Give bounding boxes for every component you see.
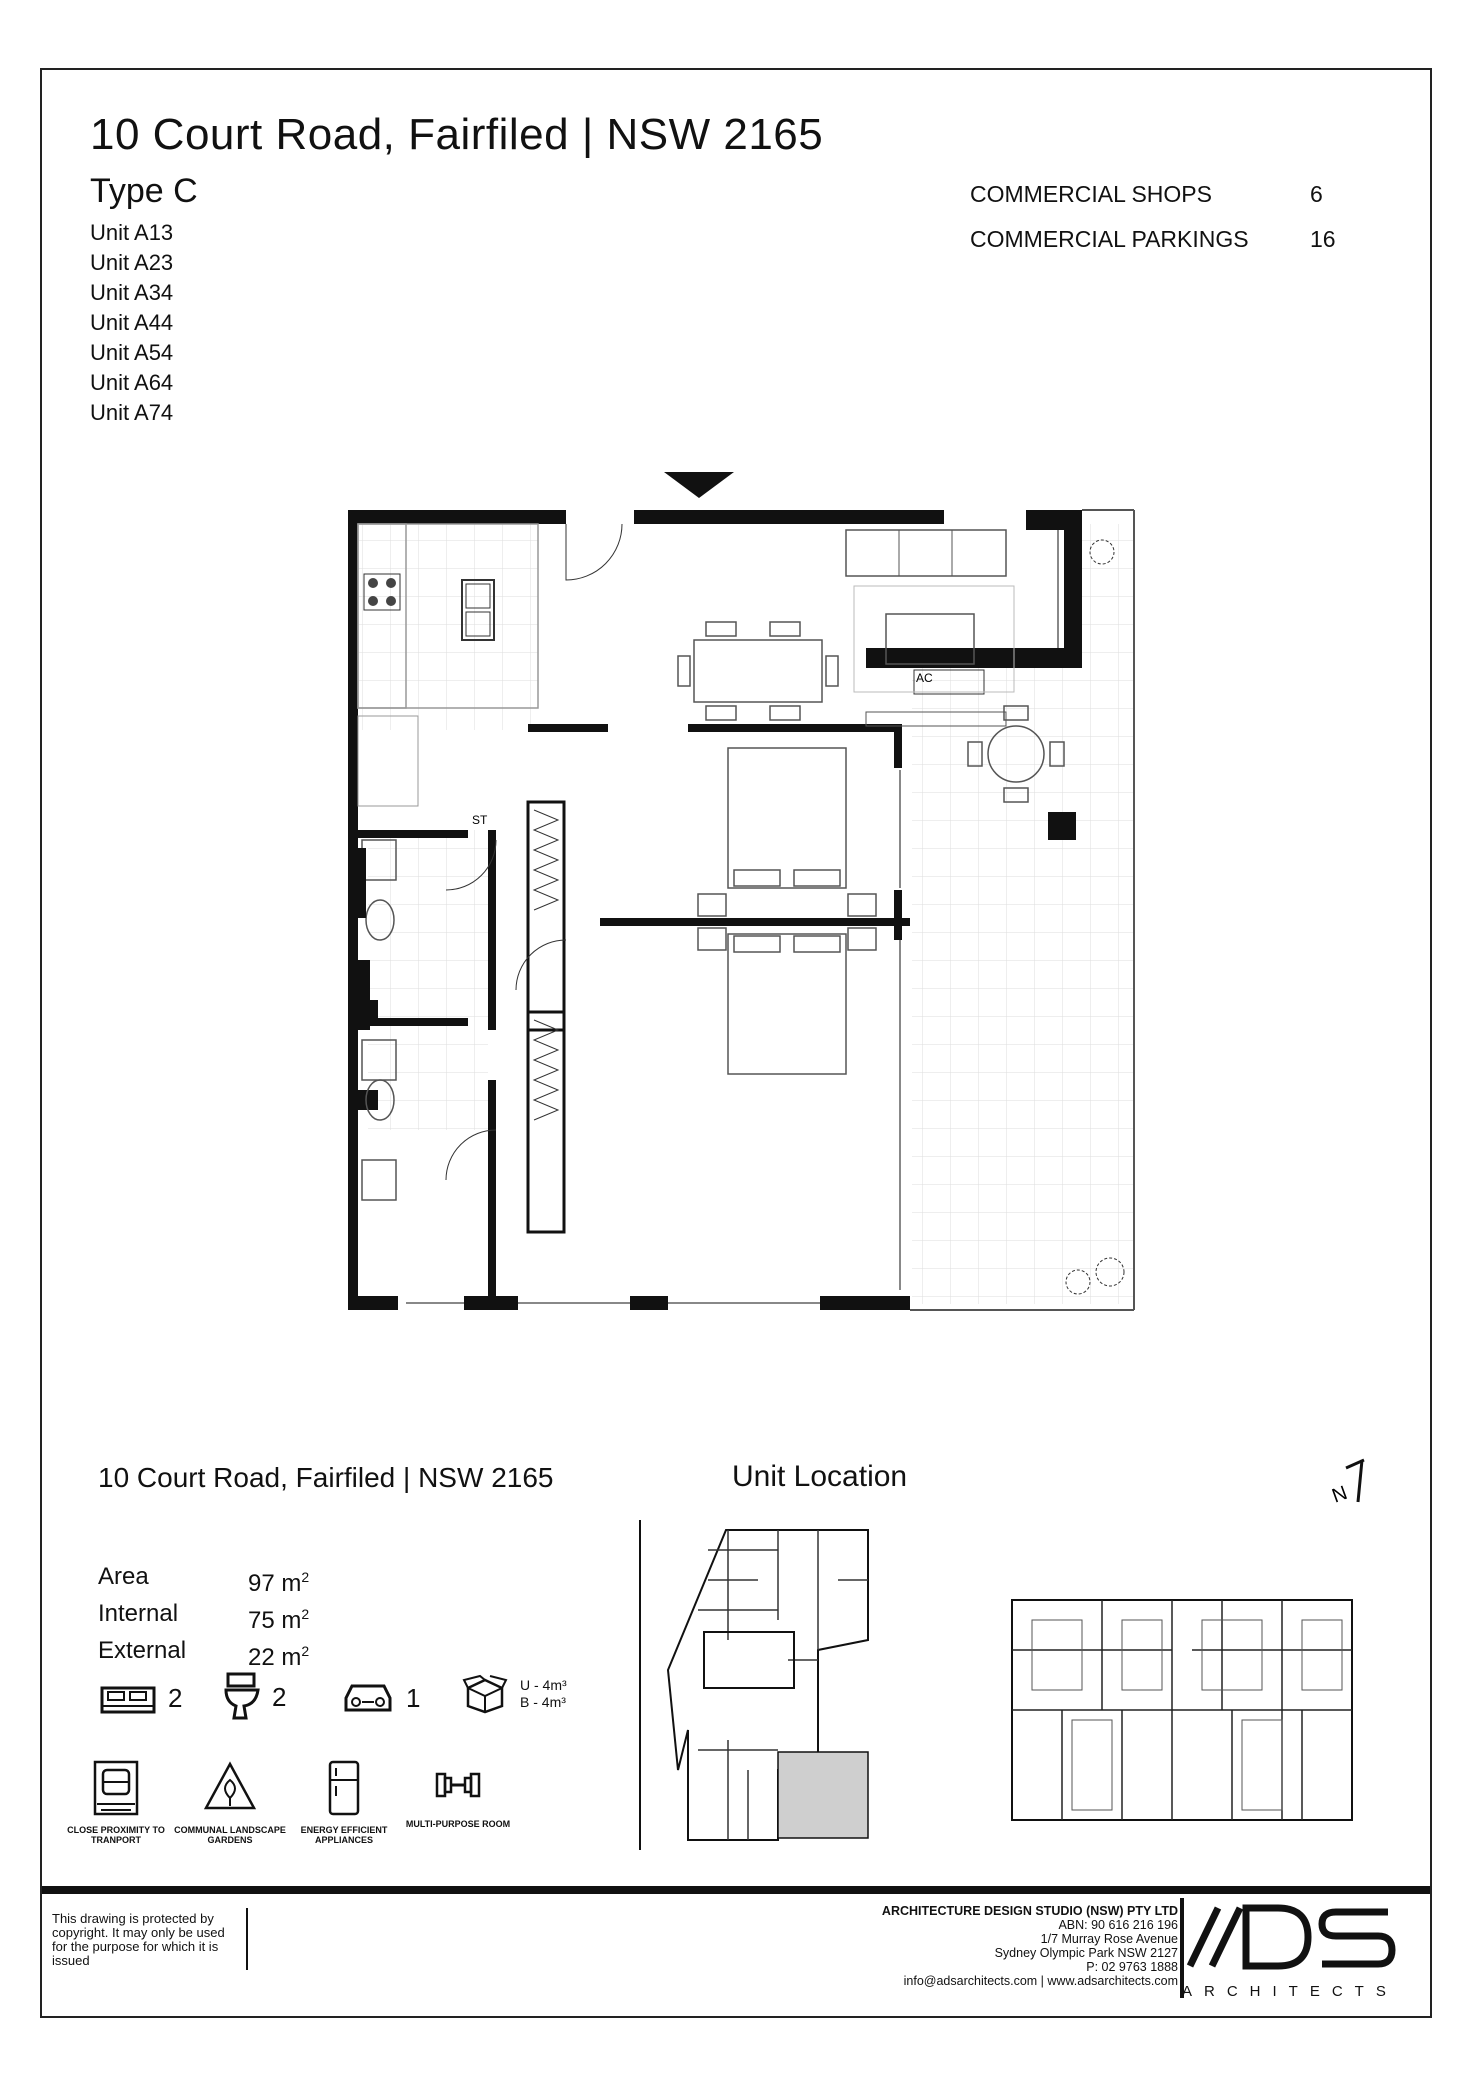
unit-list-item: Unit A54 <box>90 340 174 365</box>
unit-type: Type C <box>90 172 198 210</box>
office-details <box>882 1904 1178 1988</box>
parking-count <box>340 1678 420 1718</box>
bedroom-count <box>98 1678 182 1718</box>
ads-logo-word: ARCHITECTS <box>1182 1983 1398 2000</box>
page-title: 10 Court Road, Fairfiled | NSW 2165 <box>90 110 824 159</box>
ads-logo-mark <box>1182 1900 1402 1976</box>
storage-box-icon <box>462 1674 508 1714</box>
dumbbell-icon <box>433 1760 483 1810</box>
copyright-notice: This drawing is protected by copyright. It may only be used for the purpose for which it is issued <box>52 1911 225 1968</box>
bed-2 <box>698 928 876 1074</box>
garden-icon <box>202 1760 258 1816</box>
area-row <box>98 1599 309 1636</box>
car-icon <box>340 1678 396 1718</box>
area-row <box>98 1636 309 1673</box>
drawing-sheet <box>40 68 1432 2018</box>
company-address-line2: Sydney Olympic Park NSW 2127 <box>994 1946 1178 1960</box>
train-icon <box>91 1760 141 1816</box>
bed-icon <box>98 1678 158 1718</box>
key-plan-site <box>638 1520 968 1850</box>
area-value: 22 $m^2$ <box>248 1643 310 1671</box>
unit-list-item: Unit A44 <box>90 310 174 335</box>
storage-line: B - 4m³ <box>520 1694 566 1710</box>
storage-info <box>462 1674 567 1714</box>
unit-list-item: Unit A74 <box>90 400 174 425</box>
parking-number: 1 <box>406 1682 421 1713</box>
north-label: N <box>1329 1481 1351 1508</box>
company-name: ARCHITECTURE DESIGN STUDIO (NSW) PTY LTD <box>881 1904 1178 1918</box>
summary-label: COMMERCIAL PARKINGS <box>970 226 1249 252</box>
unit-list-item: Unit A34 <box>90 280 174 305</box>
sofa-icon <box>846 530 1006 576</box>
entry-arrow-icon <box>664 472 734 498</box>
amenity-caption: COMMUNAL LANDSCAPE GARDENS <box>174 1825 286 1845</box>
commercial-summary <box>970 172 1336 262</box>
company-contact: info@adsarchitects.com | www.adsarchitects.com <box>903 1974 1178 1988</box>
unit-highlight <box>778 1752 868 1838</box>
summary-row <box>970 172 1336 217</box>
svg-text:.: . <box>692 400 693 401</box>
bedroom-number: 2 <box>168 1682 183 1713</box>
bathroom-count <box>222 1672 286 1722</box>
key-plan-floor <box>1002 1590 1362 1830</box>
fridge-icon <box>324 1760 364 1816</box>
bed-1 <box>698 748 876 916</box>
unit-list-item: Unit A64 <box>90 370 174 395</box>
amenity-caption: MULTI-PURPOSE ROOM <box>405 1819 511 1829</box>
area-label: External <box>98 1637 187 1664</box>
amenity-caption: ENERGY EFFICIENT APPLIANCES <box>300 1825 388 1845</box>
north-arrow-icon <box>1322 1454 1382 1514</box>
company-abn: ABN: 90 616 216 196 <box>1058 1918 1178 1932</box>
unit-list-item: Unit A23 <box>90 250 174 275</box>
company-phone: P: 02 9763 1888 <box>1086 1960 1178 1974</box>
floor-plan <box>334 400 1174 1320</box>
storage-line: U - 4m³ <box>520 1677 567 1693</box>
area-value: 97 $m^2$ <box>248 1569 310 1597</box>
store-label: ST <box>472 813 488 827</box>
ads-logo <box>1182 1900 1412 2000</box>
summary-row <box>970 217 1336 262</box>
area-schedule <box>98 1562 309 1673</box>
footer-rule <box>42 1886 1430 1894</box>
summary-value: 16 <box>1310 226 1336 252</box>
amenity-gardens <box>170 1760 290 1845</box>
dining-table <box>678 622 838 720</box>
unit-location-title: Unit Location <box>732 1460 908 1493</box>
amenity-transport <box>56 1760 176 1845</box>
area-label: Area <box>98 1563 149 1590</box>
area-row <box>98 1562 309 1599</box>
summary-value: 6 <box>1310 181 1323 207</box>
ac-label: AC <box>916 671 933 685</box>
company-address-line1: 1/7 Murray Rose Avenue <box>1040 1932 1178 1946</box>
amenity-multipurpose <box>398 1760 518 1829</box>
area-label: Internal <box>98 1600 179 1627</box>
unit-list <box>90 218 173 428</box>
amenity-caption: CLOSE PROXIMITY TO TRANPORT <box>67 1825 165 1845</box>
bathroom-number: 2 <box>272 1681 287 1712</box>
column <box>1048 812 1076 840</box>
unit-list-item: Unit A13 <box>90 220 174 245</box>
storage-volumes <box>520 1677 567 1711</box>
summary-label: COMMERCIAL SHOPS <box>970 181 1212 207</box>
area-value: 75 $m^2$ <box>248 1606 310 1634</box>
toilet-icon <box>222 1672 262 1722</box>
divider <box>246 1908 248 1970</box>
details-title: 10 Court Road, Fairfiled | NSW 2165 <box>98 1462 554 1493</box>
amenity-appliances <box>284 1760 404 1845</box>
